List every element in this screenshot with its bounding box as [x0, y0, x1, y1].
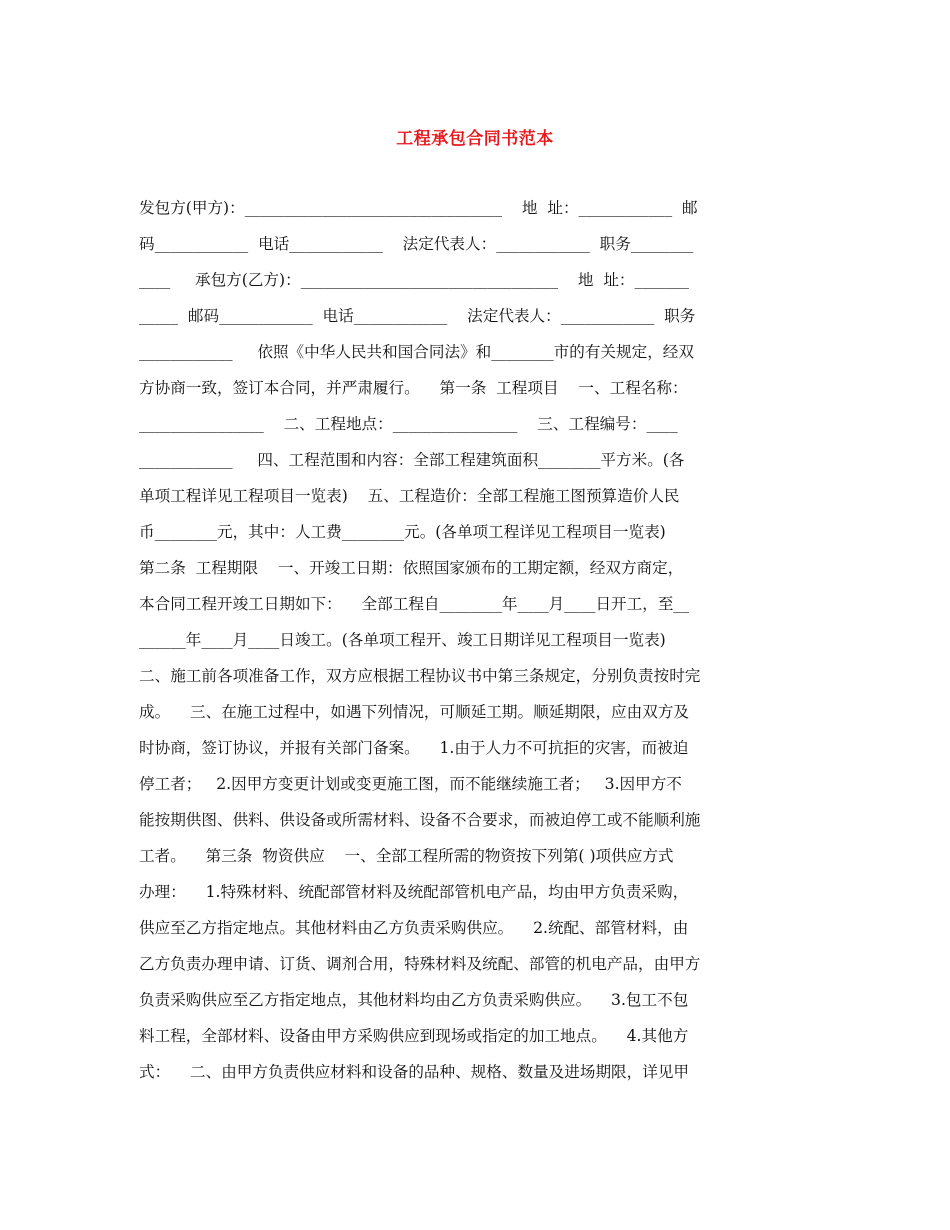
text-line: 单项工程详见工程项目一览表) 五、工程造价：全部工程施工图预算造价人民 [139, 487, 680, 505]
text-line: 式： 二、由甲方负责供应材料和设备的品种、规格、数量及进场期限，详见甲 [139, 1063, 690, 1081]
text-line: 币________元，其中：人工费________元。(各单项工程详见工程项目一览表) [139, 523, 666, 541]
text-line: 负责采购供应至乙方指定地点，其他材料均由乙方负责采购供应。 3.包工不包 [139, 991, 689, 1009]
text-line: 能按期供图、供料、供设备或所需材料、设备不合要求，而被迫停工或不能顺利施 [139, 811, 701, 829]
text-line: 第二条 工程期限 一、开竣工日期：依照国家颁布的工期定额，经双方商定， [139, 559, 684, 577]
text-line: 发包方(甲方)：_________________________________ 地 址：____________ 邮 [139, 199, 698, 217]
document-title: 工程承包合同书范本 [396, 129, 554, 149]
text-line: 时协商，签订协议，并报有关部门备案。 1.由于人力不可抗拒的灾害，而被迫 [139, 739, 689, 757]
text-line: 办理： 1.特殊材料、统配部管材料及统配部管机电产品，均由甲方负责采购， [139, 883, 689, 901]
text-line: 方协商一致，签订本合同，并严肃履行。 第一条 工程项目 一、工程名称： [139, 379, 688, 397]
text-line: 供应至乙方指定地点。其他材料由乙方负责采购供应。 2.统配、部管材料，由 [139, 919, 689, 937]
text-line: 本合同工程开竣工日期如下： 全部工程自________年____月____日开工，至__ [139, 595, 690, 613]
text-line: ____________ 四、工程范围和内容：全部工程建筑面积________平方米。(各 [139, 451, 685, 469]
text-line: 成。 三、在施工过程中，如遇下列情况，可顺延工期。顺延期限，应由双方及 [139, 703, 690, 721]
text-line: _____ 邮码____________ 电话____________ 法定代表人：____________ 职务 [139, 307, 696, 325]
text-line: 码____________ 电话____________ 法定代表人：____________ 职务________ [139, 235, 694, 253]
contract-body [139, 190, 815, 1090]
text-line: 乙方负责办理申请、订货、调剂合用，特殊材料及统配、部管的机电产品，由甲方 [139, 955, 701, 973]
text-line: ________________ 二、工程地点：________________ 三、工程编号：____ [139, 415, 678, 433]
text-line: ______年____月____日竣工。(各单项工程开、竣工日期详见工程项目一览表) [139, 631, 666, 649]
text-line: ____ 承包方(乙方)：_________________________________ 地 址：_______ [139, 271, 690, 289]
text-line: 二、施工前各项准备工作，双方应根据工程协议书中第三条规定，分别负责按时完 [139, 667, 701, 685]
text-line: 停工者； 2.因甲方变更计划或变更施工图，而不能继续施工者； 3.因甲方不 [139, 775, 682, 793]
text-line: ____________ 依照《中华人民共和国合同法》和________市的有关规定，经双 [139, 343, 694, 361]
text-line: 料工程，全部材料、设备由甲方采购供应到现场或指定的加工地点。 4.其他方 [139, 1027, 689, 1045]
text-line: 工者。 第三条 物资供应 一、全部工程所需的物资按下列第( )项供应方式 [139, 847, 674, 865]
